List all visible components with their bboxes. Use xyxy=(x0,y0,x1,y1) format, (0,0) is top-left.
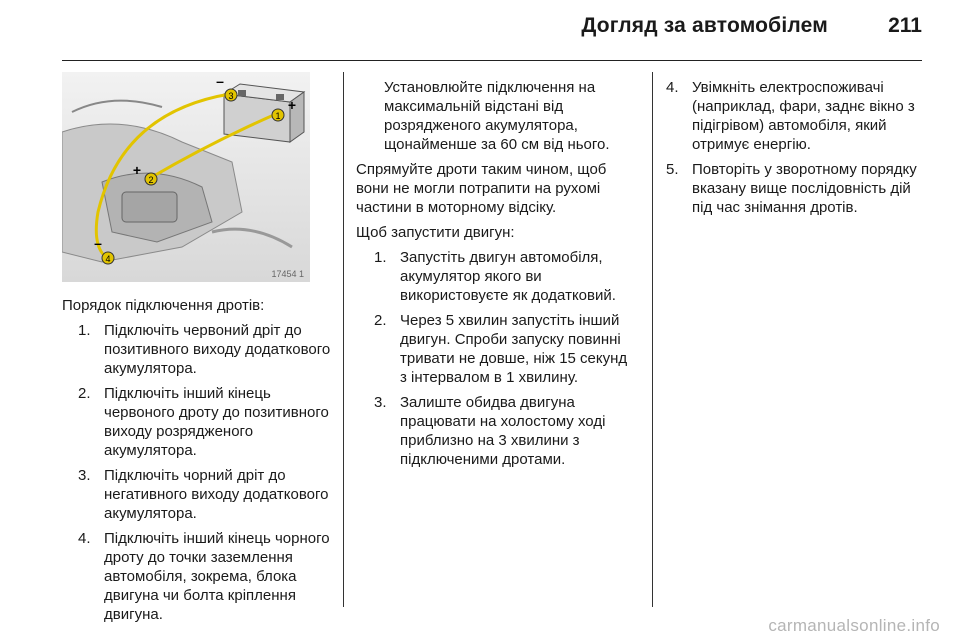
svg-text:2: 2 xyxy=(148,175,154,185)
page-number: 211 xyxy=(888,14,922,37)
list-item: 2. Підключіть інший кінець червоного дроту до позитивного виходу розрядженого акумулятора. xyxy=(78,385,329,459)
jump-start-illustration xyxy=(62,72,310,282)
svg-text:+: + xyxy=(132,162,142,178)
engine-bay-drawing xyxy=(62,72,310,282)
list-item: 3. Підключіть чорний дріт до негативного виходу додаткового акумулятора. xyxy=(78,467,329,522)
list-item: 1. Запустіть двигун автомобіля, акумулятор якого ви використовуєте як додатковий. xyxy=(374,249,616,304)
svg-text:3: 3 xyxy=(228,91,234,101)
final-steps xyxy=(666,78,926,217)
list-item: 3. Залиште обидва двигуна працювати на холостому ході приблизно на 3 хвилини з підключеними дротами. xyxy=(374,394,606,468)
connection-steps xyxy=(62,321,334,624)
svg-text:–: – xyxy=(216,73,224,89)
svg-text:–: – xyxy=(94,235,102,251)
figure-code: 17454 1 xyxy=(271,269,304,279)
list-item: 2. Через 5 хвилин запустіть інший двигун. Спроби запуску повинні тривати не довше, ніж 15 секунд з інтервалом в 1 хвилину. xyxy=(374,312,628,386)
connection-intro: Порядок підключення дротів: xyxy=(62,297,265,314)
start-intro: Щоб запустити двигун: xyxy=(356,224,515,241)
svg-text:4: 4 xyxy=(105,254,111,264)
column-2 xyxy=(342,78,634,475)
svg-text:+: + xyxy=(287,97,297,113)
routing-paragraph: Спрямуйте дроти таким чином, щоб вони не могли потрапити на рухомі частини в моторному відсіку. xyxy=(356,161,607,216)
column-1 xyxy=(62,296,334,630)
page-title: Догляд за автомобілем xyxy=(581,14,828,37)
header-rule xyxy=(62,60,922,61)
continuation-text: Установлюйте підключення на максимальній відстані від розрядженого акумулятора, щонайменше за 60 см від нього. xyxy=(384,79,610,153)
watermark: carmanualsonline.info xyxy=(768,616,940,635)
svg-text:1: 1 xyxy=(275,111,281,121)
column-divider xyxy=(652,72,653,607)
list-item: 5. Повторіть у зворотному порядку вказану вище послідовність дій під час знімання дротів. xyxy=(666,161,917,216)
column-3 xyxy=(666,78,926,223)
start-steps xyxy=(356,248,634,469)
list-item: 4. Підключіть інший кінець чорного дроту до точки заземлення автомобіля, зокрема, блока двигуна чи болта кріплення двигуна. xyxy=(78,530,330,623)
list-item: 4. Увімкніть електроспоживачі (наприклад, фари, заднє вікно з підігрівом) автомобіля, який отримує енергію. xyxy=(666,79,915,153)
list-item: 1. Підключіть червоний дріт до позитивного виходу додаткового акумулятора. xyxy=(78,322,331,377)
